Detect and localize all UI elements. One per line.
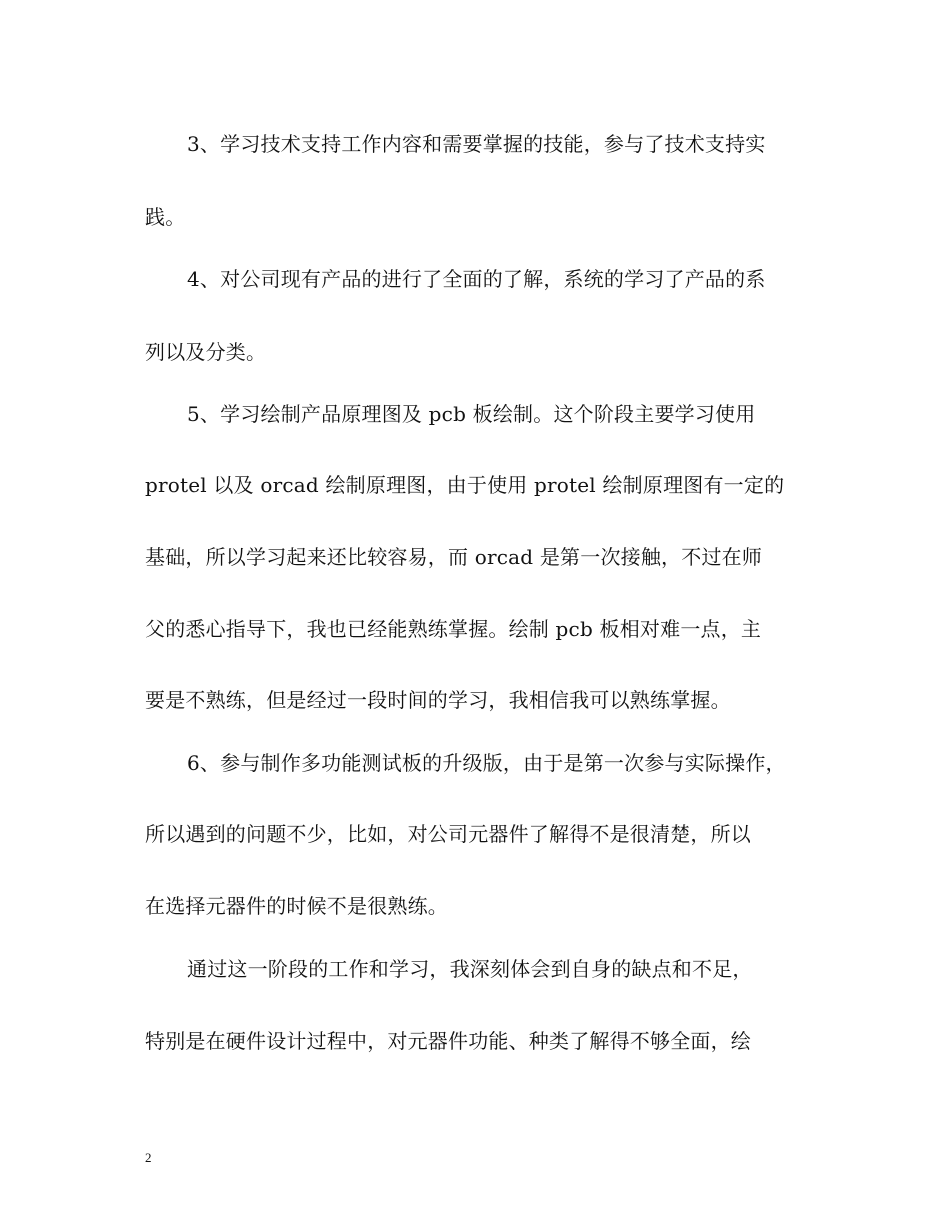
paragraph-line-8: 父的悉心指导下，我也已经能熟练掌握。绘制 pcb 板相对难一点，主 bbox=[145, 617, 762, 641]
paragraph-line-13: 通过这一阶段的工作和学习，我深刻体会到自身的缺点和不足， bbox=[187, 957, 753, 981]
paragraph-line-14: 特别是在硬件设计过程中，对元器件功能、种类了解得不够全面，绘 bbox=[145, 1029, 751, 1053]
paragraph-line-2: 践。 bbox=[145, 205, 186, 229]
paragraph-line-1: 3、学习技术支持工作内容和需要掌握的技能，参与了技术支持实 bbox=[187, 132, 766, 156]
page-number: 2 bbox=[145, 1150, 152, 1165]
paragraph-line-3: 4、对公司现有产品的进行了全面的了解，系统的学习了产品的系 bbox=[187, 267, 766, 291]
paragraph-line-5: 5、学习绘制产品原理图及 pcb 板绘制。这个阶段主要学习使用 bbox=[187, 402, 756, 426]
paragraph-line-7: 基础，所以学习起来还比较容易，而 orcad 是第一次接触，不过在师 bbox=[145, 545, 763, 569]
paragraph-line-12: 在选择元器件的时候不是很熟练。 bbox=[145, 894, 448, 918]
paragraph-line-4: 列以及分类。 bbox=[145, 340, 267, 364]
paragraph-line-11: 所以遇到的问题不少，比如，对公司元器件了解得不是很清楚，所以 bbox=[145, 822, 751, 846]
paragraph-line-9: 要是不熟练，但是经过一段时间的学习，我相信我可以熟练掌握。 bbox=[145, 688, 731, 712]
paragraph-line-6: protel 以及 orcad 绘制原理图，由于使用 protel 绘制原理图有一定的 bbox=[145, 473, 785, 497]
paragraph-line-10: 6、参与制作多功能测试板的升级版，由于是第一次参与实际操作， bbox=[187, 751, 786, 775]
